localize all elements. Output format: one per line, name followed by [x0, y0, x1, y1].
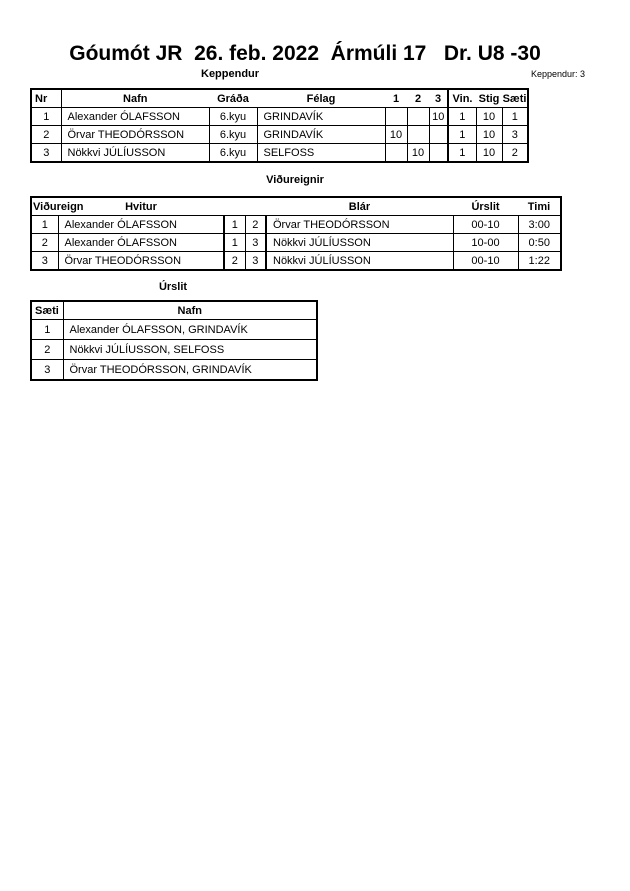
cell-timi: 1:22 [518, 252, 561, 271]
cell-nafn: Alexander ÓLAFSSON, GRINDAVÍK [63, 320, 317, 340]
col-header-saeti: Sæti [502, 89, 528, 108]
page-title: Góumót JR 26. feb. 2022 Ármúli 17 Dr. U8 -30 [69, 42, 541, 65]
cell-nafn: Nökkvi JÚLÍUSSON, SELFOSS [63, 340, 317, 360]
cell-saeti: 2 [31, 340, 63, 360]
cell-hvitur: Alexander ÓLAFSSON [58, 216, 224, 234]
cell-hvitur: Örvar THEODÓRSSON [58, 252, 224, 271]
cell-score-1: 10 [385, 126, 407, 144]
cell-nafn: Alexander ÓLAFSSON [61, 108, 209, 126]
table-row [31, 126, 528, 144]
cell-saeti: 1 [31, 320, 63, 340]
col-header-felag: Félag [257, 89, 385, 108]
cell-hvitur-nr: 2 [224, 252, 245, 271]
cell-felag: GRINDAVÍK [257, 126, 385, 144]
table-row [31, 340, 317, 360]
cell-score-2 [407, 126, 429, 144]
col-header-saeti: Sæti [31, 301, 63, 320]
cell-nafn: Nökkvi JÚLÍUSSON [61, 144, 209, 163]
col-header-stig: Stig [476, 89, 502, 108]
cell-vin: 1 [448, 144, 476, 163]
cell-felag: GRINDAVÍK [257, 108, 385, 126]
cell-blar: Nökkvi JÚLÍUSSON [266, 234, 453, 252]
cell-grada: 6.kyu [209, 108, 257, 126]
cell-stig: 10 [476, 126, 502, 144]
cell-timi: 0:50 [518, 234, 561, 252]
competitor-count: Keppendur: 3 [531, 69, 586, 79]
table-row [31, 320, 317, 340]
cell-blar-nr: 3 [245, 252, 266, 271]
matches-table [30, 196, 562, 271]
cell-blar-nr: 2 [245, 216, 266, 234]
col-header-vidureign: Viðureign [31, 197, 58, 216]
cell-blar: Örvar THEODÓRSSON [266, 216, 453, 234]
col-header-vin: Vin. [448, 89, 476, 108]
competitors-table [30, 88, 529, 163]
table-row [31, 252, 561, 271]
matches-header-row [31, 197, 561, 216]
section-label-keppendur: Keppendur [201, 68, 260, 80]
cell-urslit: 10-00 [453, 234, 518, 252]
cell-saeti: 1 [502, 108, 528, 126]
cell-score-2: 10 [407, 144, 429, 163]
cell-felag: SELFOSS [257, 144, 385, 163]
cell-stig: 10 [476, 108, 502, 126]
cell-hvitur: Alexander ÓLAFSSON [58, 234, 224, 252]
col-header-1: 1 [385, 89, 407, 108]
cell-hvitur-nr: 1 [224, 234, 245, 252]
cell-nafn: Örvar THEODÓRSSON [61, 126, 209, 144]
cell-nr: 1 [31, 108, 61, 126]
cell-blar: Nökkvi JÚLÍUSSON [266, 252, 453, 271]
col-header-bnr [245, 197, 266, 216]
cell-score-3 [429, 126, 448, 144]
col-header-hnr [224, 197, 245, 216]
standings-header-row [31, 301, 317, 320]
col-header-timi: Timi [518, 197, 561, 216]
cell-vin: 1 [448, 108, 476, 126]
col-header-nr: Nr [31, 89, 61, 108]
section-label-urslit: Úrslit [158, 281, 188, 293]
cell-score-1 [385, 108, 407, 126]
table-row [31, 108, 528, 126]
col-header-blar: Blár [266, 197, 453, 216]
table-row [31, 144, 528, 163]
cell-grada: 6.kyu [209, 144, 257, 163]
col-header-urslit: Úrslit [453, 197, 518, 216]
col-header-2: 2 [407, 89, 429, 108]
cell-blar-nr: 3 [245, 234, 266, 252]
cell-nafn: Örvar THEODÓRSSON, GRINDAVÍK [63, 360, 317, 381]
col-header-nafn: Nafn [63, 301, 317, 320]
cell-urslit: 00-10 [453, 252, 518, 271]
col-header-nafn: Nafn [61, 89, 209, 108]
cell-stig: 10 [476, 144, 502, 163]
cell-score-3: 10 [429, 108, 448, 126]
final-standings-table [30, 300, 318, 381]
cell-saeti: 2 [502, 144, 528, 163]
table-row [31, 360, 317, 381]
cell-match-nr: 2 [31, 234, 58, 252]
cell-score-3 [429, 144, 448, 163]
col-header-3: 3 [429, 89, 448, 108]
cell-match-nr: 3 [31, 252, 58, 271]
col-header-hvitur: Hvitur [58, 197, 224, 216]
cell-hvitur-nr: 1 [224, 216, 245, 234]
cell-urslit: 00-10 [453, 216, 518, 234]
cell-vin: 1 [448, 126, 476, 144]
competitors-header-row [31, 89, 528, 108]
cell-match-nr: 1 [31, 216, 58, 234]
cell-grada: 6.kyu [209, 126, 257, 144]
cell-score-2 [407, 108, 429, 126]
cell-nr: 2 [31, 126, 61, 144]
table-row [31, 234, 561, 252]
cell-score-1 [385, 144, 407, 163]
col-header-grada: Gráða [209, 89, 257, 108]
cell-timi: 3:00 [518, 216, 561, 234]
cell-saeti: 3 [31, 360, 63, 381]
cell-nr: 3 [31, 144, 61, 163]
section-label-vidureignir: Viðureignir [266, 174, 324, 186]
cell-saeti: 3 [502, 126, 528, 144]
table-row [31, 216, 561, 234]
